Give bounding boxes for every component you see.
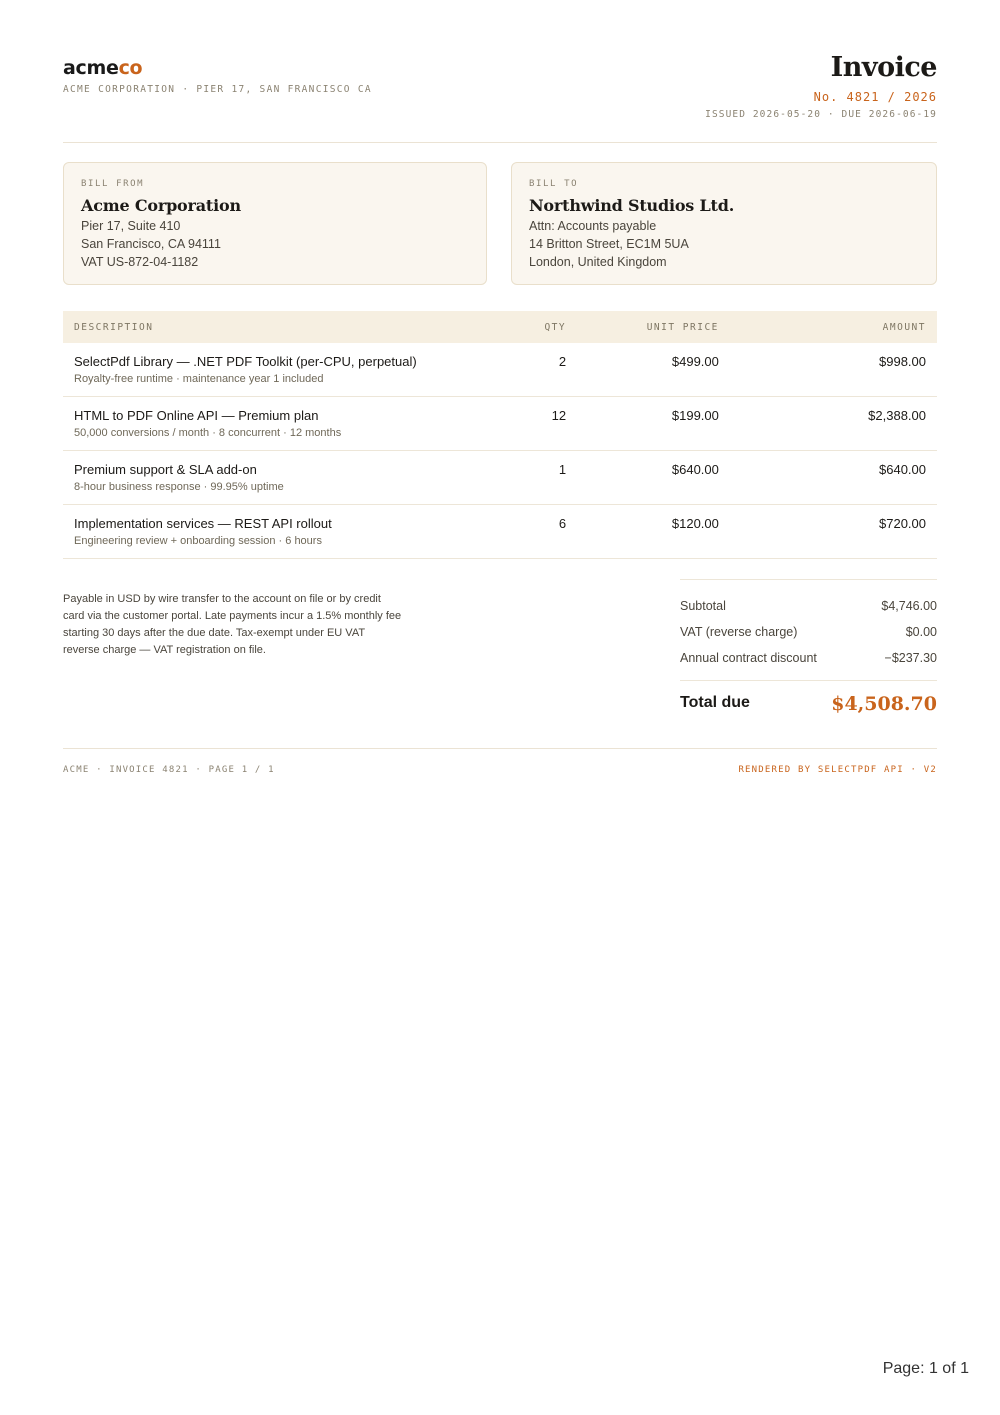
row-description (63, 343, 491, 397)
bill-to-line: 14 Britton Street, EC1M 5UA (529, 237, 689, 251)
table-row (63, 451, 937, 505)
row-description (63, 451, 491, 505)
header-unit-price: UNIT PRICE (577, 311, 730, 343)
header-description: DESCRIPTION (63, 311, 491, 343)
row-title: Implementation services — REST API rollout (74, 516, 332, 531)
table-header-row (63, 311, 937, 343)
invoice-page (63, 0, 937, 775)
page-counter: Page: 1 of 1 (882, 1360, 969, 1377)
total-due-row (680, 680, 937, 729)
row-subtitle: Engineering review + onboarding session · 6 hours (74, 535, 322, 547)
bill-from-line: San Francisco, CA 94111 (81, 237, 221, 251)
footer-right: RENDERED BY SELECTPDF API · V2 (738, 765, 937, 775)
row-subtitle: 50,000 conversions / month · 8 concurrent · 12 months (74, 427, 342, 439)
bill-to-card (511, 162, 937, 285)
vat-label: VAT (reverse charge) (680, 625, 798, 639)
row-unit-price: $499.00 (577, 343, 730, 397)
bill-from-line: Pier 17, Suite 410 (81, 219, 181, 233)
row-title: SelectPdf Library — .NET PDF Toolkit (per-CPU, perpetual) (74, 354, 417, 369)
payment-notes: Payable in USD by wire transfer to the account on file or by credit card via the customer portal. Late payments incur a 1.5% monthly fee starting 30 days after the due date. Tax-exempt under EU VAT reverse charge — VAT registration on file. (63, 593, 402, 656)
total-due-label: Total due (680, 694, 750, 711)
bill-from-card (63, 162, 487, 285)
company-address-line: ACME CORPORATION · PIER 17, SAN FRANCISCO CA (63, 84, 372, 95)
row-title: HTML to PDF Online API — Premium plan (74, 408, 319, 423)
row-amount: $720.00 (730, 505, 937, 559)
row-unit-price: $120.00 (577, 505, 730, 559)
invoice-title: Invoice (830, 52, 937, 83)
total-due-value: $4,508.70 (831, 693, 937, 715)
row-amount: $2,388.00 (730, 397, 937, 451)
header-qty: QTY (491, 311, 577, 343)
row-amount: $640.00 (730, 451, 937, 505)
discount-label: Annual contract discount (680, 651, 817, 665)
row-qty: 12 (491, 397, 577, 451)
row-qty: 1 (491, 451, 577, 505)
logo-accent: co (118, 57, 143, 79)
parties-section (63, 162, 937, 287)
header-amount: AMOUNT (730, 311, 937, 343)
row-unit-price: $199.00 (577, 397, 730, 451)
discount-row (680, 647, 937, 673)
table-row (63, 397, 937, 451)
bill-from-line: VAT US-872-04-1182 (81, 255, 199, 269)
bill-to-label: BILL TO (529, 179, 579, 189)
table-row (63, 505, 937, 559)
bill-to-line: Attn: Accounts payable (529, 219, 657, 233)
row-unit-price: $640.00 (577, 451, 730, 505)
logo-main: acme (63, 57, 119, 79)
bill-from-name: Acme Corporation (81, 196, 241, 215)
row-amount: $998.00 (730, 343, 937, 397)
vat-row (680, 621, 937, 647)
row-subtitle: Royalty-free runtime · maintenance year 1 included (74, 373, 324, 385)
row-description (63, 505, 491, 559)
totals-block (680, 579, 937, 729)
row-qty: 2 (491, 343, 577, 397)
bill-from-label: BILL FROM (81, 179, 145, 189)
company-logo (63, 57, 142, 79)
line-items-table (63, 311, 937, 559)
discount-value: −$237.30 (884, 651, 937, 665)
invoice-number: No. 4821 / 2026 (813, 90, 937, 104)
subtotal-label: Subtotal (680, 599, 726, 613)
row-subtitle: 8-hour business response · 99.95% uptime (74, 481, 284, 493)
row-title: Premium support & SLA add-on (74, 462, 257, 477)
footer-left: ACME · INVOICE 4821 · PAGE 1 / 1 (63, 765, 275, 775)
bill-to-name: Northwind Studios Ltd. (529, 196, 735, 215)
invoice-dates: ISSUED 2026-05-20 · DUE 2026-06-19 (705, 109, 937, 120)
row-description (63, 397, 491, 451)
row-qty: 6 (491, 505, 577, 559)
subtotal-row (680, 595, 937, 621)
bill-to-line: London, United Kingdom (529, 255, 667, 269)
invoice-footer (63, 748, 937, 789)
vat-value: $0.00 (905, 625, 937, 639)
table-row (63, 343, 937, 397)
subtotal-value: $4,746.00 (881, 599, 937, 613)
invoice-header (63, 0, 937, 143)
